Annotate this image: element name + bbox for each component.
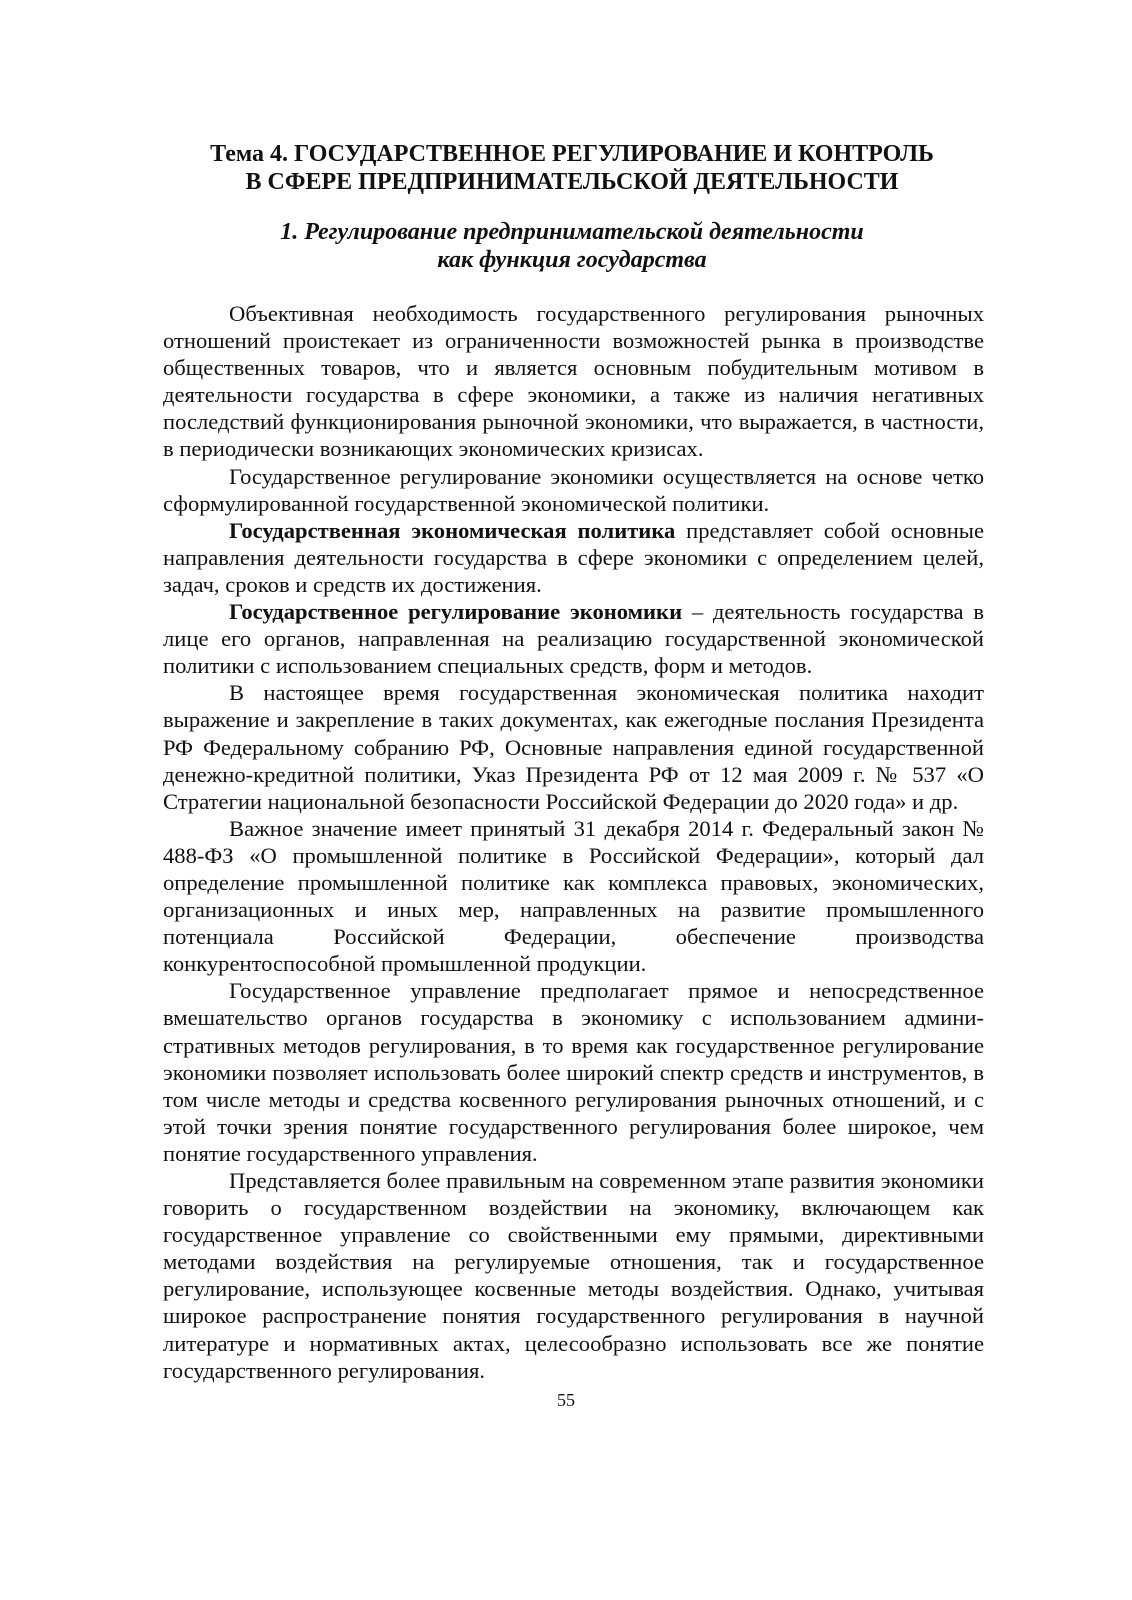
paragraph bbox=[163, 1167, 984, 1384]
paragraph bbox=[163, 679, 984, 814]
paragraph bbox=[163, 815, 984, 978]
paragraph-term: Государственная экономическая политика bbox=[229, 517, 676, 543]
chapter-title-line: В СФЕРЕ ПРЕДПРИНИМАТЕЛЬСКОЙ ДЕЯТЕЛЬНОСТИ bbox=[245, 169, 899, 195]
chapter-title bbox=[160, 140, 984, 196]
section-title-line: как функция государства bbox=[437, 247, 707, 273]
section-title-line: 1. Регулирование предпринимательской деятельности bbox=[280, 219, 864, 245]
paragraph-text: Представляется более правильным на современном этапе развития экономики говорить о государственном воздействии на экономику, включающем как государственное управление со свойственными ему прямыми, директивными методами воздействия на регулируемые отношения, так и государственное регулирование, использующее косвенные методы воздействия. Однако, учитывая широкое распространение понятия государственного регулирования в научной литературе и нормативных актах, целесообразно использовать все же понятие государственного регулирования. bbox=[163, 1168, 984, 1383]
paragraph-text: представляет собой основные направления деятельности государства в сфере экономики с определением целей, задач, сроков и средств их достижения. bbox=[163, 517, 984, 597]
paragraph bbox=[163, 598, 984, 679]
paragraph-text: Государственное регулирование экономики осуществляется на основе четко сформулированной государственной экономической политики. bbox=[163, 463, 984, 516]
paragraph-term: Государственное регулирование экономики bbox=[229, 599, 683, 625]
paragraph-text: Государственное управление предполагает прямое и непосредственное вмешательство органов государства в экономику с использованием административных методов регулирования, в то время как государственное регулирование экономики позволяет использовать более широкий спектр средств и инструментов, в том числе методы и средства косвенного регулирования рыночных отношений, и с этой точки зрения понятие государственного регулирования более широкое, чем понятие государственного управления. bbox=[163, 978, 984, 1166]
paragraph-text: В настоящее время государственная экономическая политика находит выражение и закрепление в таких документах, как ежегодные послания Президента РФ Федеральному собранию РФ, Основные направления единой государственной денежно-кредитной политики, Указ Президента РФ от 12 мая 2009 г. № 537 «О Стратегии национальной безопасности Российской Федерации до 2020 года» и др. bbox=[163, 680, 984, 814]
paragraph-text: Объективная необходимость государственного регулирования рыночных отношений проистекает из ограниченности возможностей рынка в производстве общественных товаров, что и является основным побудительным мотивом в деятельности государства в сфере экономики, а также из наличия негативных последствий функционирования рыночной экономики, что выражается, в частности, в периодически возникающих экономических кризисах. bbox=[163, 301, 984, 462]
body-text bbox=[163, 300, 984, 1384]
paragraph bbox=[163, 517, 984, 598]
chapter-title-line: Тема 4. ГОСУДАРСТВЕННОЕ РЕГУЛИРОВАНИЕ И КОНТРОЛЬ bbox=[210, 141, 934, 167]
paragraph-text: – деятельность государства в лице его органов, направленная на реализацию государственной экономической политики с использованием специальных средств, форм и методов. bbox=[163, 599, 984, 679]
paragraph bbox=[163, 977, 984, 1167]
paragraph-text: Важное значение имеет принятый 31 декабря 2014 г. Федеральный закон № 488-ФЗ «О промышленной политике в Российской Федерации», который дал определение промышленной политике как комплекса правовых, экономических, организационных и иных мер, направленных на развитие промышленного потенциала Российской Федерации, обеспечение производства конкурентоспособной промышленной продукции. bbox=[163, 815, 984, 977]
section-title bbox=[160, 218, 984, 274]
paragraph bbox=[163, 463, 984, 517]
paragraph bbox=[163, 300, 984, 463]
page-number: 55 bbox=[557, 1390, 575, 1410]
